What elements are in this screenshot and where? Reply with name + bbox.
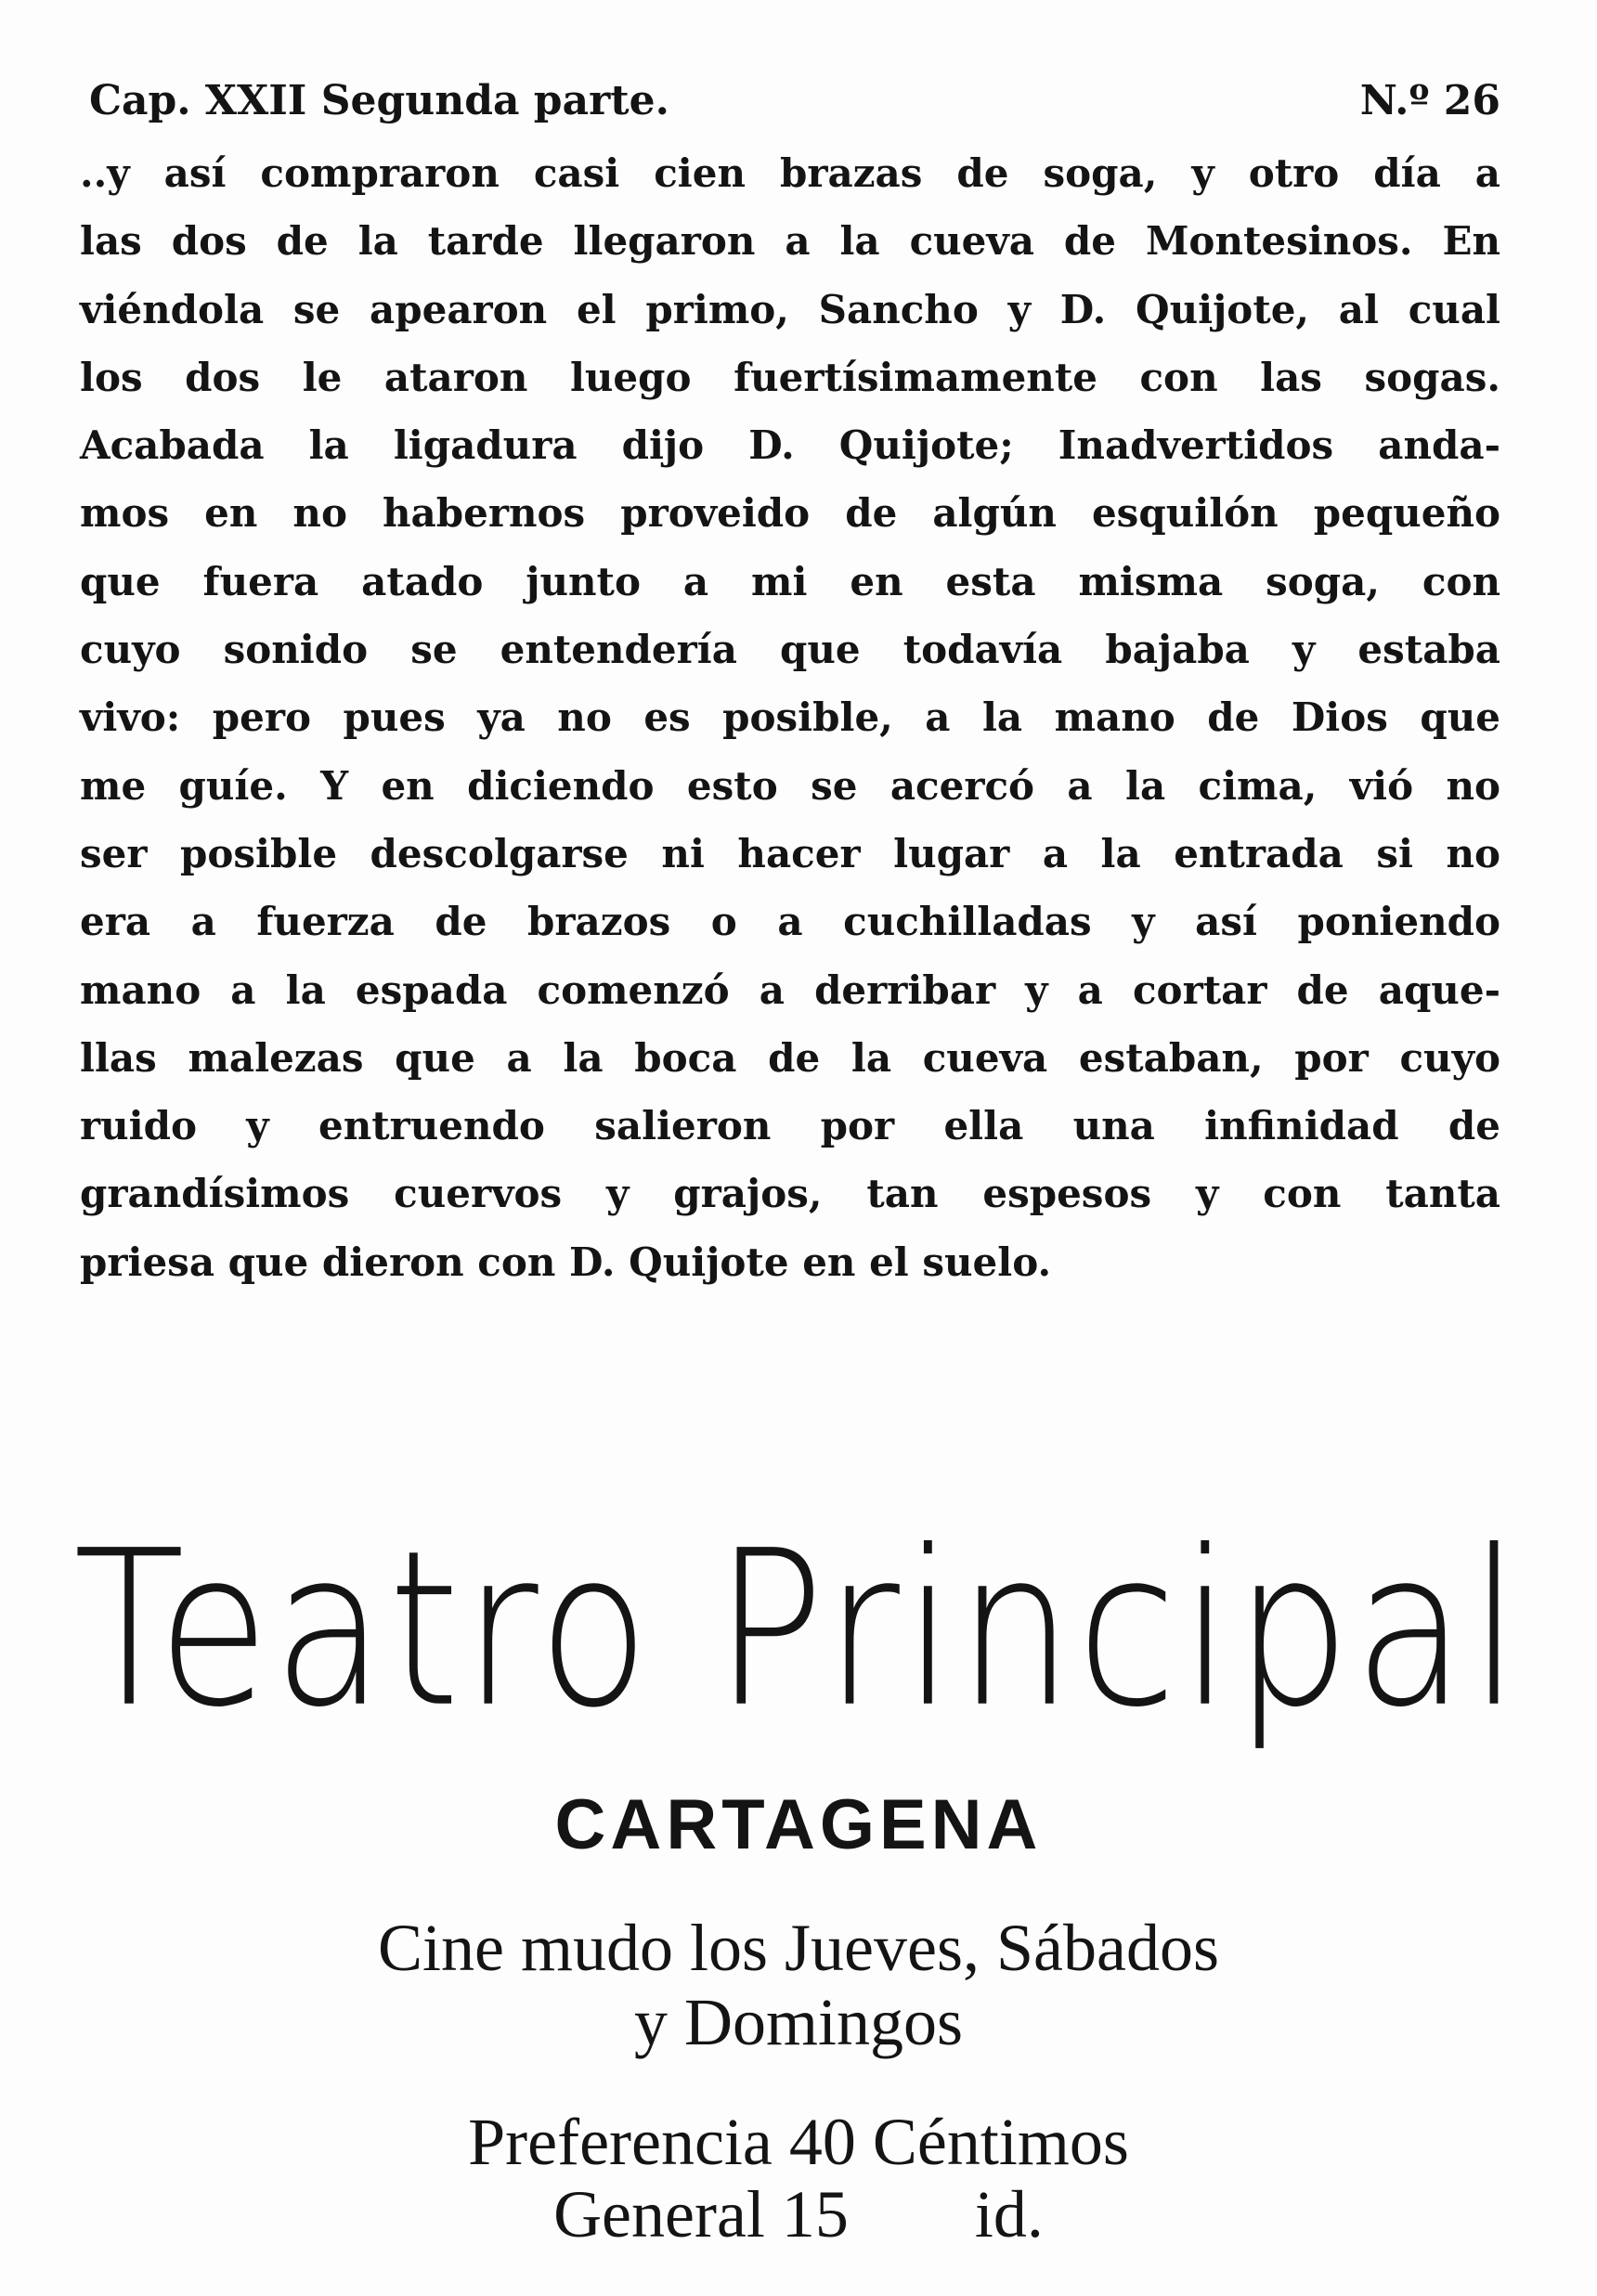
price-value: 15 [781, 2177, 849, 2251]
story-line: Acabada la ligadura dijo D. Quijote; Inadvertidos anda- [80, 422, 1500, 469]
story-text [80, 139, 1500, 1296]
story-line: me guíe. Y en diciendo esto se acercó a la cima, vió no [80, 762, 1500, 809]
city-name: CARTAGENA [554, 1785, 1043, 1864]
story-line: mano a la espada comenzó a derribar y a cortar de aque- [80, 966, 1500, 1013]
story-line: ruido y entruendo salieron por ella una infinidad de [80, 1103, 1500, 1149]
story-line: viéndola se apearon el primo, Sancho y D. Quijote, al cual [80, 286, 1500, 332]
chapter-label: Cap. XXII Segunda parte. [89, 77, 669, 124]
price-row-preferencia [0, 2106, 1597, 2178]
story-line: vivo: pero pues ya no es posible, a la mano de Dios que [80, 694, 1500, 741]
story-line: los dos le ataron luego fuertísimamente con las sogas. [80, 354, 1500, 400]
price-row-general [0, 2178, 1597, 2251]
story-line: las dos de la tarde llegaron a la cueva de Montesinos. En [80, 218, 1500, 265]
story-line: ..y así compraron casi cien brazas de soga, y otro día a [80, 150, 1500, 196]
story-line: llas malezas que a la boca de la cueva estaban, por cuyo [80, 1034, 1500, 1081]
schedule-line: y Domingos [633, 1985, 964, 2059]
price-value: 40 [788, 2105, 856, 2179]
price-label: Preferencia [468, 2105, 773, 2179]
cinema-schedule [0, 1911, 1597, 2059]
story-line: grandísimos cuervos y grajos, tan espesos y con tanta [80, 1171, 1500, 1217]
story-line: priesa que dieron con D. Quijote en el suelo. [80, 1239, 1052, 1285]
price-unit: Céntimos [872, 2105, 1129, 2179]
price-unit: id. [974, 2177, 1044, 2251]
chapter-header [89, 69, 1500, 134]
story-line: ser posible descolgarse ni hacer lugar a la entrada si no [80, 830, 1500, 876]
story-line: era a fuerza de brazos o a cuchilladas y así poniendo [80, 899, 1500, 945]
story-line: cuyo sonido se entendería que todavía bajaba y estaba [80, 627, 1500, 673]
story-line: mos en no habernos proveido de algún esquilón pequeño [80, 490, 1500, 537]
price-label: General [553, 2177, 765, 2251]
story-line: que fuera atado junto a mi en esta misma soga, con [80, 558, 1500, 604]
schedule-line: Cine mudo los Jueves, Sábados [378, 1911, 1219, 1985]
card-number: N.º 26 [1359, 77, 1500, 124]
theatre-name: Teatro Principal [73, 1505, 1524, 1756]
price-list [0, 2106, 1597, 2251]
